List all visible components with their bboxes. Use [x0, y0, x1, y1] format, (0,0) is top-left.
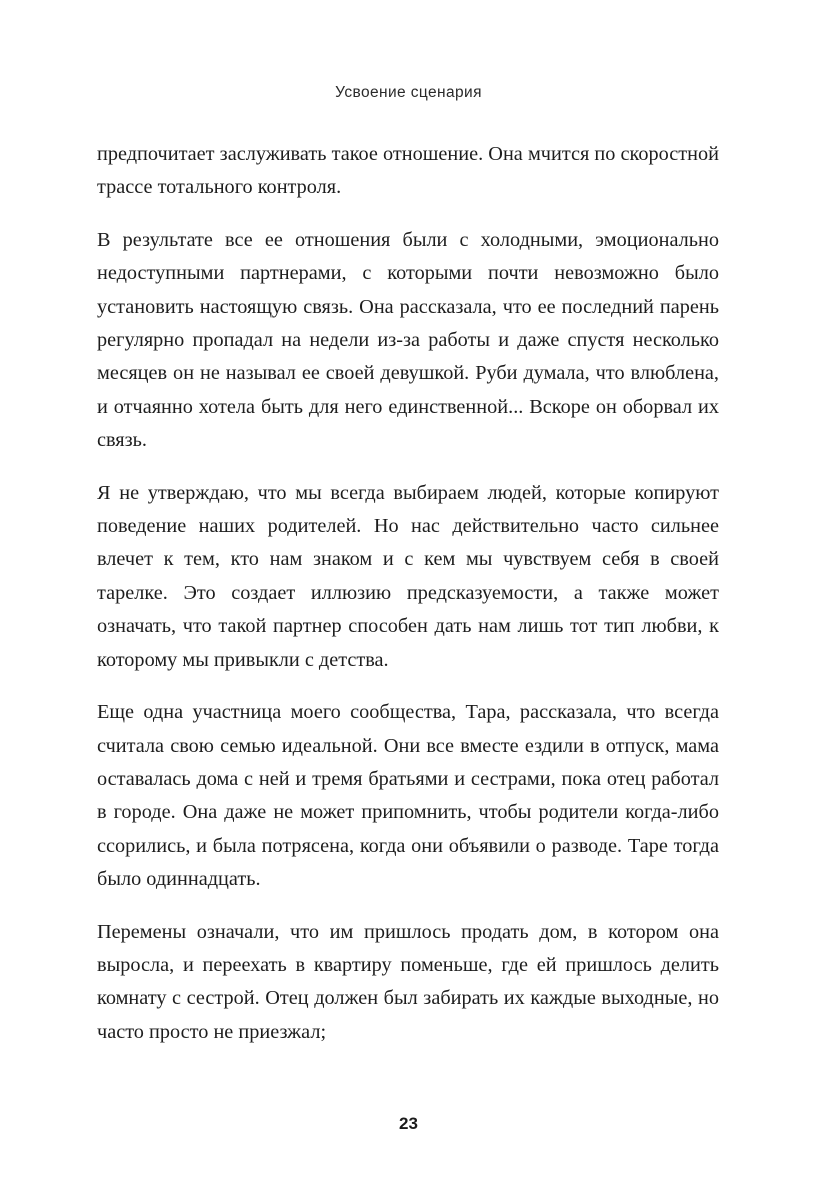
- paragraph: Перемены означали, что им пришлось продать дом, в котором она выросла, и переехать в квартиру поменьше, где ей пришлось делить комнату с сестрой. Отец должен был забирать их каждые выходные, но часто просто не приезжал;: [97, 920, 719, 1043]
- paragraph: Я не утверждаю, что мы всегда выбираем людей, которые копируют поведение наших родителей. Но нас действительно часто сильнее влечет к тем, кто нам знаком и с кем мы чувствуем себя в своей тарелке. Это создает иллюзию предсказуемости, а также может означать, что такой партнер способен дать нам лишь тот тип любви, к которому мы привыкли с детства.: [97, 481, 719, 671]
- page-body: [97, 138, 719, 1049]
- page-number: 23: [399, 1114, 418, 1133]
- running-head: Усвоение сценария: [335, 84, 482, 101]
- paragraph: В результате все ее отношения были с холодными, эмоционально недоступными партнерами, с которыми почти невозможно было установить настоящую связь. Она рассказала, что ее последний парень регулярно пропадал на недели из-за работы и даже спустя несколько месяцев он не называл ее своей девушкой. Руби думала, что влюблена, и отчаянно хотела быть для него единственной... Вскоре он оборвал их связь.: [97, 228, 719, 452]
- paragraph: предпочитает заслуживать такое отношение. Она мчится по скоростной трассе тотального контроля.: [97, 143, 719, 199]
- paragraph: Еще одна участница моего сообщества, Тара, рассказала, что всегда считала свою семью идеальной. Они все вместе ездили в отпуск, мама оставалась дома с ней и тремя братьями и сестрами, пока отец работал в городе. Она даже не может припомнить, чтобы родители когда-либо ссорились, и была потрясена, когда они объявили о разводе. Таре тогда было одиннадцать.: [97, 701, 719, 891]
